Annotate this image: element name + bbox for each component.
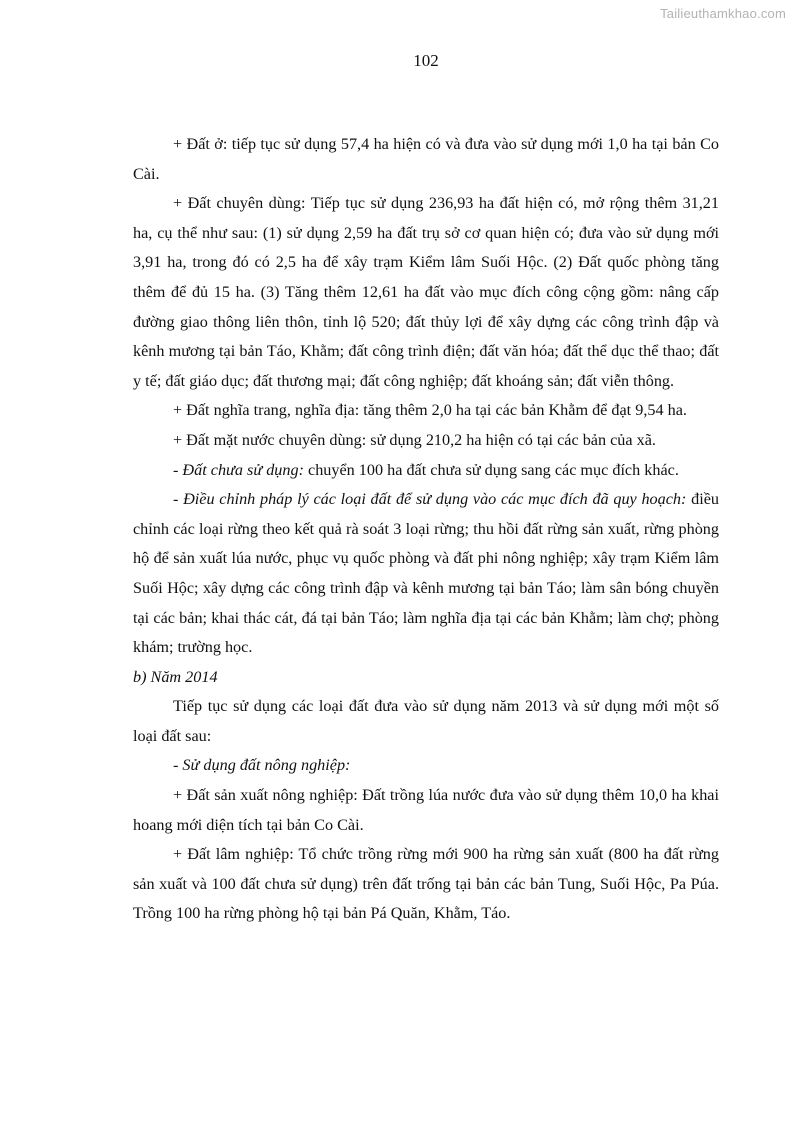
page-number: 102 <box>413 51 439 70</box>
section-heading-2014: b) Năm 2014 <box>133 667 218 686</box>
paragraph-unused-land <box>133 456 719 486</box>
paragraph-residential-land: + Đất ở: tiếp tục sử dụng 57,4 ha hiện có và đưa vào sử dụng mới 1,0 ha tại bản Co Cài. <box>133 135 719 183</box>
paragraph-forestry-land: + Đất lâm nghiệp: Tổ chức trồng rừng mới 900 ha rừng sản xuất (800 ha đất rừng sản xuất và 100 đất chưa sử dụng) trên đất trống tại bản các bản Tung, Suối Hộc, Pa Púa. Trồng 100 ha rừng phòng hộ tại bản Pá Quăn, Khằm, Táo. <box>133 845 719 923</box>
paragraph-cemetery-land: + Đất nghĩa trang, nghĩa địa: tăng thêm 2,0 ha tại các bản Khằm để đạt 9,54 ha. <box>173 401 687 420</box>
unused-land-text: chuyển 100 ha đất chưa sử dụng sang các mục đích khác. <box>303 460 679 479</box>
watermark: Tailieuthamkhao.com <box>660 6 786 21</box>
paragraph-2014-intro: Tiếp tục sử dụng các loại đất đưa vào sử dụng năm 2013 và sử dụng mới một số loại đất sau: <box>133 697 719 745</box>
legal-adjustment-heading: - Điều chỉnh pháp lý các loại đất để sử dụng vào các mục đích đã quy hoạch: <box>173 490 687 509</box>
agricultural-land-heading: - Sử dụng đất nông nghiệp: <box>173 756 351 775</box>
document-body <box>133 130 719 929</box>
unused-land-heading: - Đất chưa sử dụng: <box>173 460 304 479</box>
paragraph-agricultural-production: + Đất sản xuất nông nghiệp: Đất trồng lúa nước đưa vào sử dụng thêm 10,0 ha khai hoang mới diện tích tại bản Co Cài. <box>133 786 719 834</box>
paragraph-specialized-land: + Đất chuyên dùng: Tiếp tục sử dụng 236,93 ha đất hiện có, mở rộng thêm 31,21 ha, cụ thể như sau: (1) sử dụng 2,59 ha đất trụ sở cơ quan hiện có; đưa vào sử dụng mới 3,91 ha, trong đó có 2,5 ha để xây trạm Kiểm lâm Suối Hộc. (2) Đất quốc phòng tăng thêm để đủ 15 ha. (3) Tăng thêm 12,61 ha đất vào mục đích công cộng gồm: nâng cấp đường giao thông liên thôn, tỉnh lộ 520; đất thủy lợi để xây dựng các công trình đập và kênh mương tại bản Táo, Khằm; đất công trình điện; đất văn hóa; đất thể dục thể thao; đất y tế; đất giáo dục; đất thương mại; đất công nghiệp; đất khoáng sản; đất viễn thông. <box>133 194 719 390</box>
paragraph-legal-adjustment <box>133 485 719 663</box>
paragraph-water-surface-land: + Đất mặt nước chuyên dùng: sử dụng 210,2 ha hiện có tại các bản của xã. <box>173 430 656 449</box>
legal-adjustment-text: điều chỉnh các loại rừng theo kết quả rà soát 3 loại rừng; thu hồi đất rừng sản xuất, rừng phòng hộ để sản xuất lúa nước, phục vụ quốc phòng và đất phi nông nghiệp; xây trạm Kiểm lâm Suối Hộc; xây dựng các công trình đập và kênh mương tại bản Táo; làm sân bóng chuyền tại các bản; khai thác cát, đá tại bản Táo; làm nghĩa địa tại các bản Khằm; làm chợ; phòng khám; trường học. <box>133 490 719 657</box>
